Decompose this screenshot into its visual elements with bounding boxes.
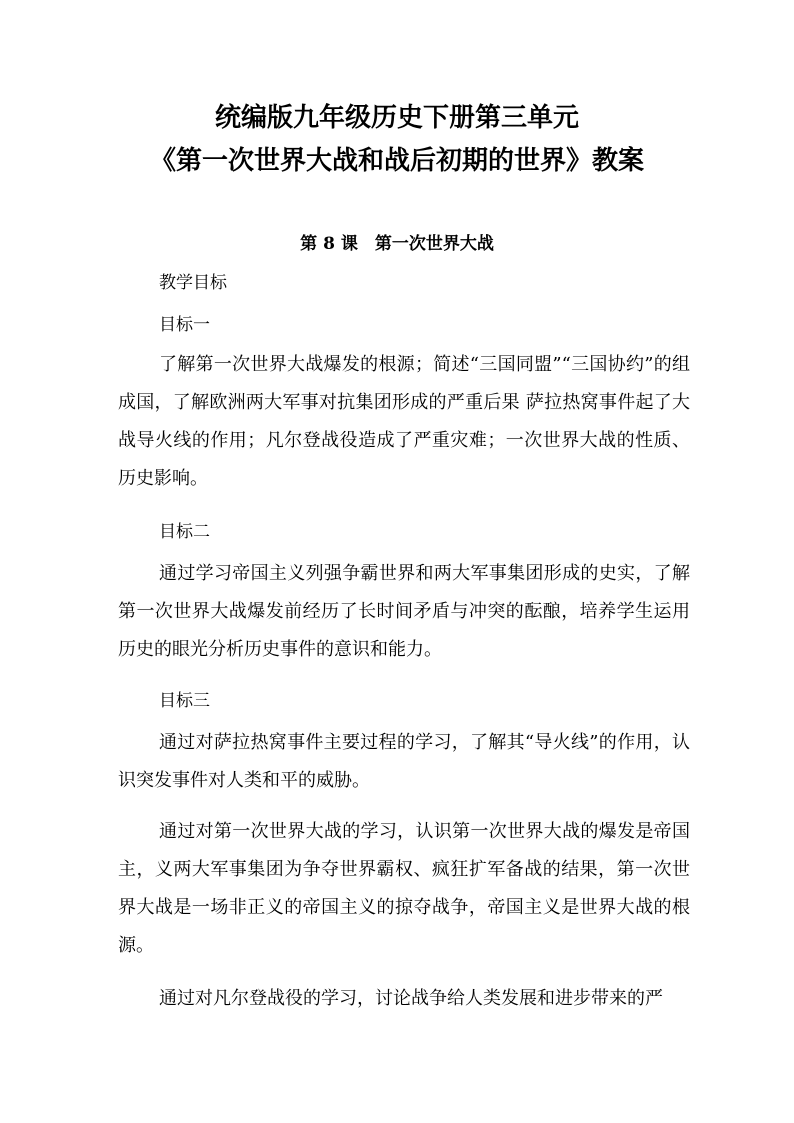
goal-2-paragraph: 通过学习帝国主义列强争霸世界和两大军事集团形成的史实，了解第一次世界大战爆发前经历了长时间矛盾与冲突的酝酿，培养学生运用历史的眼光分析历史事件的意识和能力。: [118, 563, 690, 660]
goal-3-heading: 目标三: [159, 691, 210, 711]
goal-1-paragraph: 了解第一次世界大战爆发的根源；简述“三国同盟”“三国协约”的组成国，了解欧洲两大军事对抗集团形成的严重后果 萨拉热窝事件起了大战导火线的作用；凡尔登战役造成了严重灾难；一次世界大战的性质、历史影响。: [118, 354, 690, 489]
goal-3-paragraph-3: 通过对凡尔登战役的学习，讨论战争给人类发展和进步带来的严: [159, 988, 663, 1009]
goal-3-paragraph-1: 通过对萨拉热窝事件主要过程的学习，了解其“导火线”的作用，认识突发事件对人类和平的威胁。: [118, 732, 690, 791]
document-title-line-1: 统编版九年级历史下册第三单元: [214, 103, 579, 133]
document-title-line-2: 《第一次世界大战和战后初期的世界》教案: [149, 146, 644, 176]
goal-2-heading: 目标二: [159, 522, 210, 542]
goal-3-paragraph-2: 通过对第一次世界大战的学习，认识第一次世界大战的爆发是帝国主，义两大军事集团为争夺世界霸权、疯狂扩军备战的结果，第一次世界大战是一场非正义的帝国主义的掠夺战争，帝国主义是世界大战的根源。: [118, 821, 690, 956]
goal-1-heading: 目标一: [159, 315, 210, 335]
section-heading-teaching-goals: 教学目标: [159, 273, 227, 293]
lesson-title: 第 8 课 第一次世界大战: [300, 234, 494, 254]
